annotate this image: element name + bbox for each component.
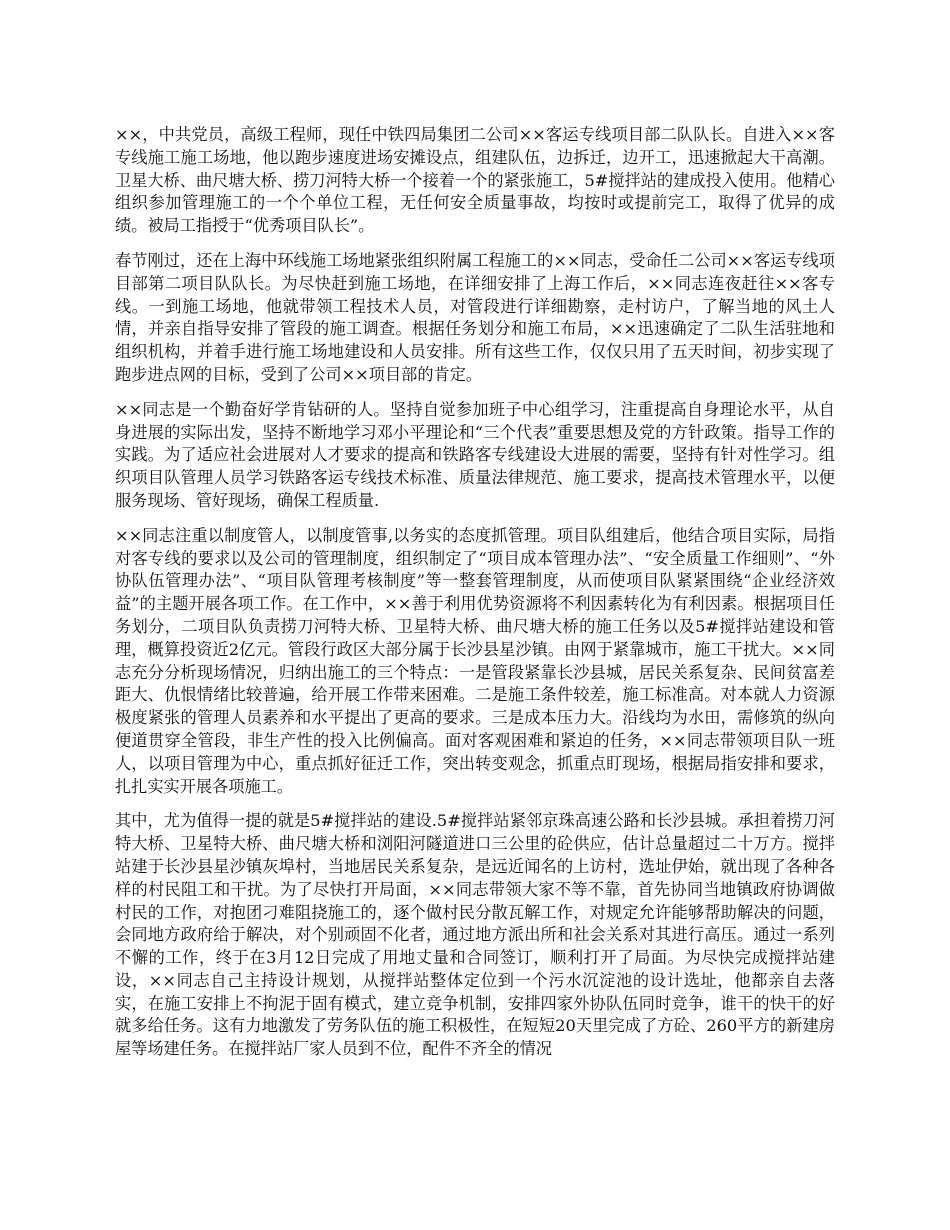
document-body [115, 124, 835, 1073]
paragraph-4: ××同志注重以制度管人，以制度管事,以务实的态度抓管理。项目队组建后，他结合项目实际，局指对客专线的要求以及公司的管理制度，组织制定了“项目成本管理办法”、“安全质量工作细则”、“外协队伍管理办法”、“项目队管理考核制度”等一整套管理制度，从而使项目队紧紧围绕“企业经济效益”的主题开展各项工作。在工作中，××善于利用优势资源将不利因素转化为有利因素。根据项目任务划分，二项目队负责捞刀河特大桥、卫星特大桥、曲尺塘大桥的施工任务以及5#搅拌站建设和管理，概算投资近2亿元。管段行政区大部分属于长沙县星沙镇。由网于紧靠城市，施工干扰大。××同志充分分析现场情况，归纳出施工的三个特点：一是管段紧靠长沙县城，居民关系复杂、民间贫富差距大、仇恨情绪比较普遍，给开展工作带来困难。二是施工条件较差，施工标准高。对本就人力资源极度紧张的管理人员素养和水平提出了更高的要求。三是成本压力大。沿线均为水田，需修筑的纵向便道贯穿全管段，非生产性的投入比例偏高。面对客观困难和紧迫的任务，××同志带领项目队一班人，以项目管理为中心，重点抓好征迁工作，突出转变观念，抓重点盯现场，根据局指安排和要求，扎扎实实开展各项施工。 [115, 525, 835, 796]
paragraph-2: 春节刚过，还在上海中环线施工场地紧张组织附属工程施工的××同志，受命任二公司××客运专线项目部第二项目队队长。为尽快赶到施工场地，在详细安排了上海工作后，××同志连夜赶往××客专线。一到施工场地，他就带领工程技术人员，对管段进行详细勘察，走村访户，了解当地的风土人情，并亲自指导安排了管段的施工调查。根据任务划分和施工布局，××迅速确定了二队生活驻地和组织机构，并着手进行施工场地建设和人员安排。所有这些工作，仅仅只用了五天时间，初步实现了跑步进点网的目标，受到了公司××项目部的肯定。 [115, 250, 835, 384]
paragraph-5: 其中，尤为值得一提的就是5#搅拌站的建设.5#搅拌站紧邻京珠高速公路和长沙县城。承担着捞刀河特大桥、卫星特大桥、曲尺塘大桥和浏阳河隧道进口三公里的砼供应，估计总量超过二十万方。搅拌站建于长沙县星沙镇灰埠村，当地居民关系复杂，是远近闻名的上访村，选址伊始，就出现了各种各样的村民阻工和干扰。为了尽快打开局面，××同志带领大家不等不靠，首先协同当地镇政府协调做村民的工作，对抱团刁难阻挠施工的，逐个做村民分散瓦解工作，对规定允许能够帮助解决的问题，会同地方政府给于解决，对个别顽固不化者，通过地方派出所和社会关系对其进行高压。通过一系列不懈的工作，终于在3月12日完成了用地丈量和合同签订，顺利打开了局面。为尽快完成搅拌站建设，××同志自己主持设计规划，从搅拌站整体定位到一个污水沉淀池的设计选址，他都亲自去落实，在施工安排上不拘泥于固有模式，建立竞争机制，安排四家外协队伍同时竞争，谁干的快干的好就多给任务。这有力地激发了劳务队伍的施工积极性，在短短20天里完成了方砼、260平方的新建房屋等场建任务。在搅拌站厂家人员到不位，配件不齐全的情况 [115, 811, 835, 1059]
paragraph-1: ××，中共党员，高级工程师，现任中铁四局集团二公司××客运专线项目部二队队长。自进入××客专线施工施工场地，他以跑步速度进场安摊设点，组建队伍，边拆迁，边开工，迅速掀起大干高潮。卫星大桥、曲尺塘大桥、捞刀河特大桥一个接着一个的紧张施工，5#搅拌站的建成投入使用。他精心组织参加管理施工的一个个单位工程，无任何安全质量事故，均按时或提前完工，取得了优异的成绩。被局工指授于“优秀项目队长”。 [115, 125, 835, 236]
paragraph-3: ××同志是一个勤奋好学肯钻研的人。坚持自觉参加班子中心组学习，注重提高自身理论水平，从自身进展的实际出发，坚持不断地学习邓小平理论和“三个代表”重要思想及党的方针政策。指导工作的实践。为了适应社会进展对人才要求的提高和铁路客专线建设大进展的需要，坚持有针对性学习。组织项目队管理人员学习铁路客运专线技术标准、质量法律规范、施工要求，提高技术管理水平，以便服务现场、管好现场，确保工程质量. [115, 399, 835, 510]
